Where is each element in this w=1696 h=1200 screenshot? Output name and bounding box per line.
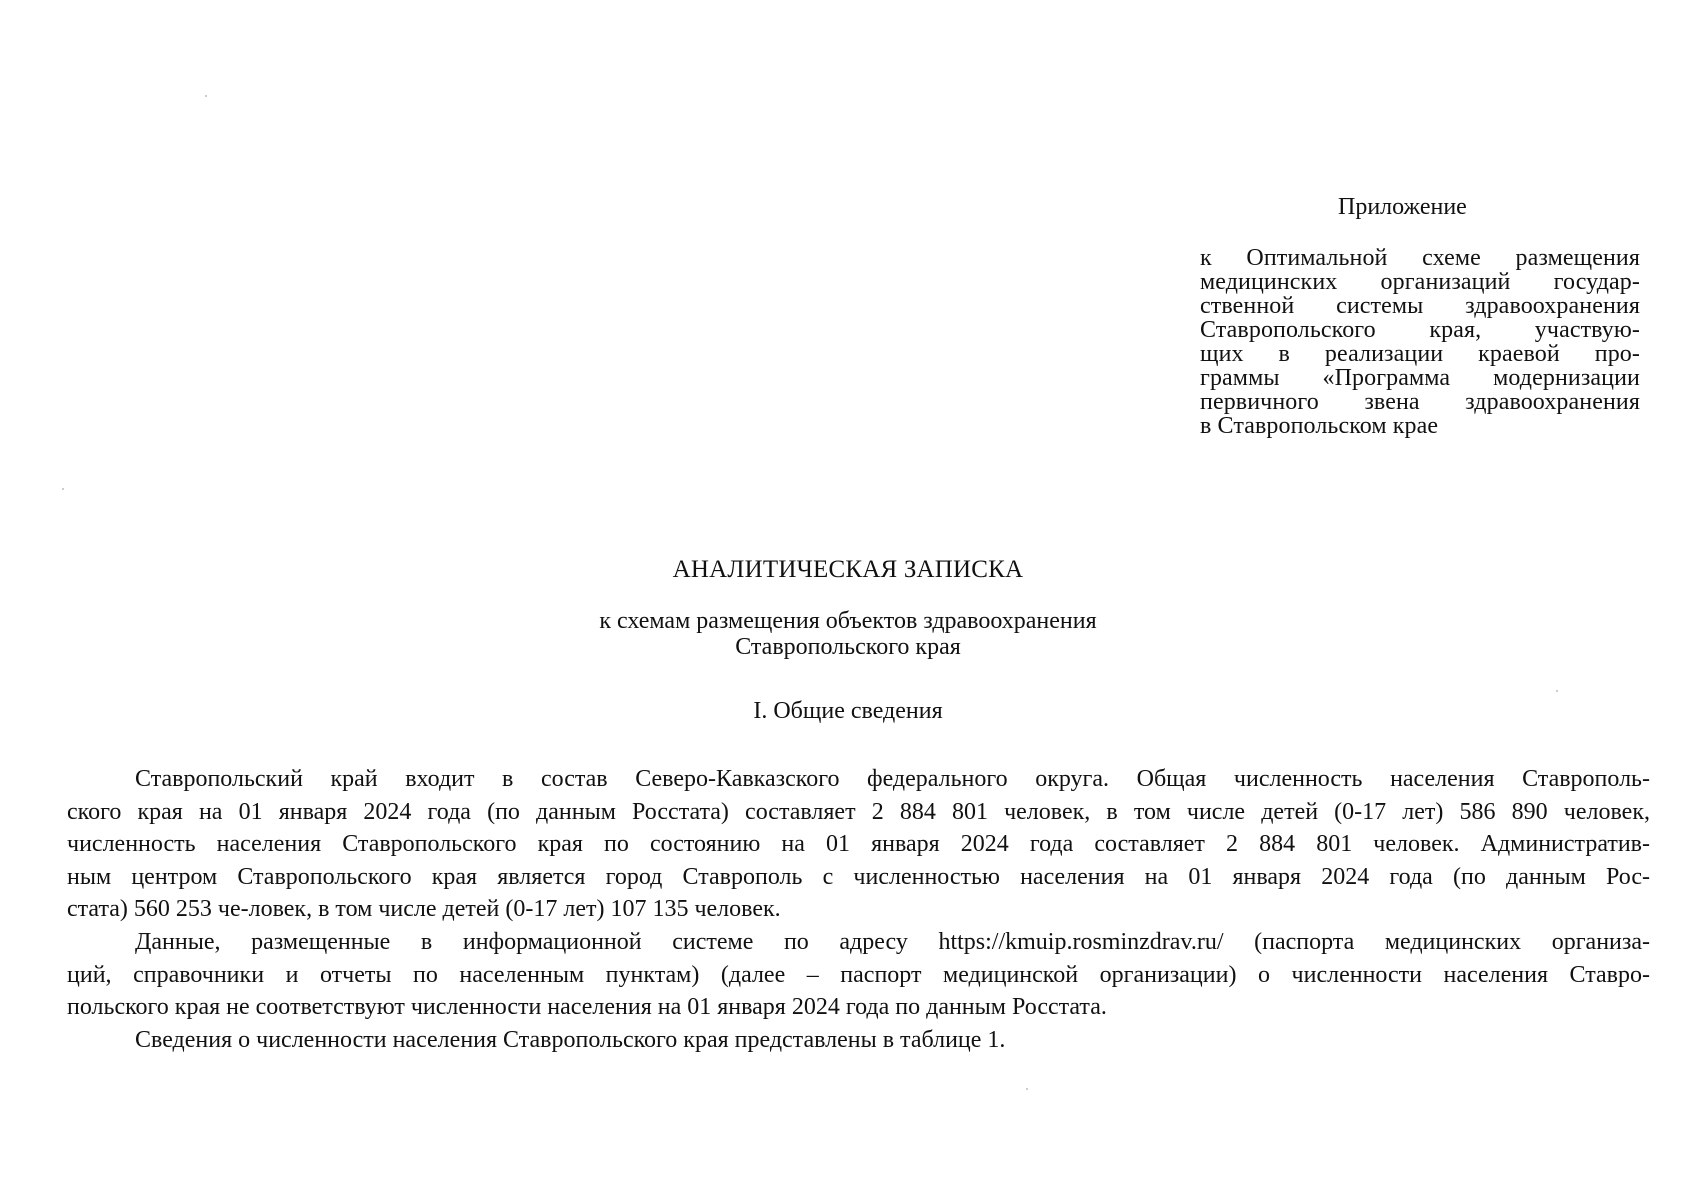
document-subtitle-line: к схемам размещения объектов здравоохранения xyxy=(599,608,1097,634)
paragraph-line: ным центром Ставропольского края является город Ставрополь с численностью населения на 01 января 2024 года (по данным Рос- xyxy=(67,863,1650,890)
scan-speck xyxy=(1026,1088,1028,1090)
appendix-title: Приложение xyxy=(1338,194,1467,220)
paragraph-line: Ставропольский край входит в состав Северо-Кавказского федерального округа. Общая численность населения Ставрополь- xyxy=(135,766,1650,792)
appendix-line: первичного звена здравоохранения xyxy=(1200,389,1640,415)
appendix-line: ственной системы здравоохранения xyxy=(1200,293,1640,319)
paragraph-line: Сведения о численности населения Ставропольского края представлены в таблице 1. xyxy=(135,1026,1006,1053)
paragraph-line: численность населения Ставропольского края по состоянию на 01 января 2024 года составляет 2 884 801 человек. Административ- xyxy=(67,831,1650,858)
paragraph-line: польского края не соответствуют численности населения на 01 января 2024 года по данным Росстата. xyxy=(67,994,1107,1021)
paragraph-line: ций, справочники и отчеты по населенным пунктам) (далее – паспорт медицинской организации) о численности населения Ставро- xyxy=(67,961,1650,988)
paragraph xyxy=(67,763,1650,926)
appendix-line: медицинских организаций государ- xyxy=(1200,269,1640,295)
document-subtitle-line: Ставропольского края xyxy=(735,634,961,660)
appendix-line: в Ставропольском крае xyxy=(1200,413,1439,439)
appendix-line: щих в реализации краевой про- xyxy=(1200,341,1640,367)
appendix-text xyxy=(1200,246,1640,438)
appendix-line: к Оптимальной схеме размещения xyxy=(1200,245,1640,271)
document-subtitle xyxy=(0,608,1696,660)
scan-speck xyxy=(1556,690,1558,692)
document-title: АНАЛИТИЧЕСКАЯ ЗАПИСКА xyxy=(672,556,1024,583)
scan-speck xyxy=(205,95,207,97)
scan-speck xyxy=(62,488,64,490)
paragraph-line: ского края на 01 января 2024 года (по данным Росстата) составляет 2 884 801 человек, в том числе детей (0-17 лет) 586 890 человек, xyxy=(67,798,1650,825)
paragraph xyxy=(67,926,1650,1024)
section-heading: I. Общие сведения xyxy=(753,698,943,724)
section-body xyxy=(67,763,1650,1056)
paragraph-line: стата) 560 253 че-ловек, в том числе детей (0-17 лет) 107 135 человек. xyxy=(67,896,781,923)
appendix-line: Ставропольского края, участвую- xyxy=(1200,317,1640,343)
paragraph xyxy=(67,1024,1650,1057)
appendix-line: граммы «Программа модернизации xyxy=(1200,365,1640,391)
paragraph-line: Данные, размещенные в информационной системе по адресу https://kmuip.rosminzdrav.ru/ (паспорта медицинских организа- xyxy=(135,928,1650,955)
